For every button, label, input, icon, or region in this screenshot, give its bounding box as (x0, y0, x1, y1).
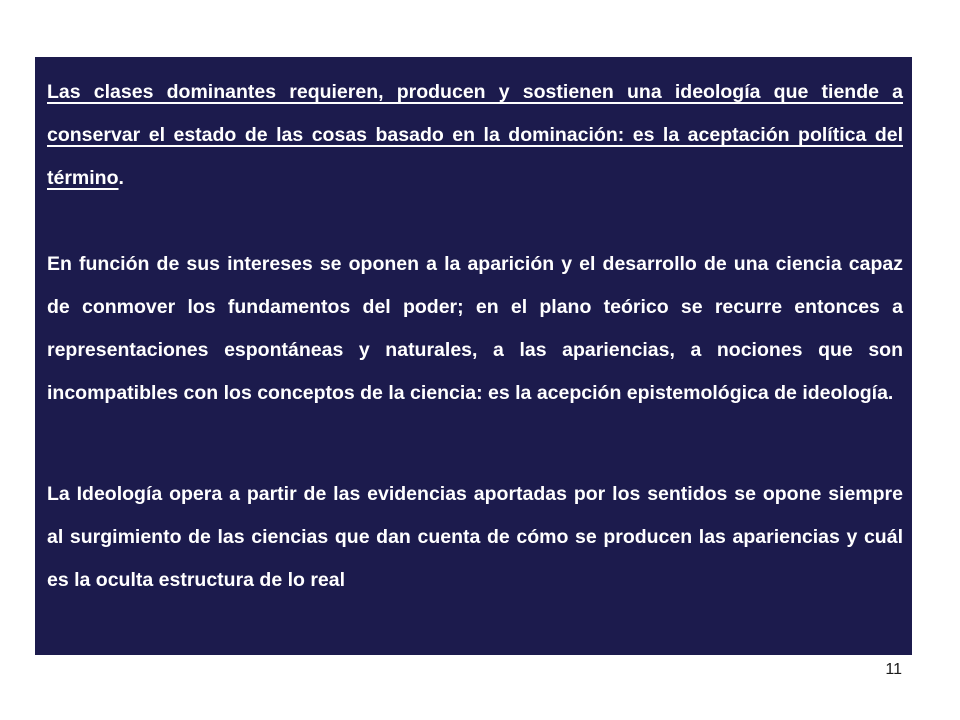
page-number: 11 (885, 661, 902, 678)
paragraph-political-meaning (47, 71, 903, 200)
paragraph-epistemological-meaning: En función de sus intereses se oponen a la aparición y el desarrollo de una ciencia capaz de conmover los fundamentos del poder; en el plano teórico se recurre entonces a representaciones espontáneas y naturales, a las apariencias, a nociones que son incompatibles con los conceptos de la ciencia: es la acepción epistemológica de ideología. (47, 253, 903, 404)
text-box (35, 57, 912, 655)
paragraph-ideology-operation: La Ideología opera a partir de las evidencias aportadas por los sentidos se opone siempre al surgimiento de las ciencias que dan cuenta de cómo se producen las apariencias y cuál es la oculta estructura de lo real (47, 483, 903, 591)
paragraph-spacer (47, 200, 903, 243)
underlined-statement: Las clases dominantes requieren, producen y sostienen una ideología que tiende a conservar el estado de las cosas basado en la dominación: es la aceptación política del término (47, 81, 903, 189)
paragraph-spacer (47, 415, 903, 473)
period: . (118, 167, 124, 189)
